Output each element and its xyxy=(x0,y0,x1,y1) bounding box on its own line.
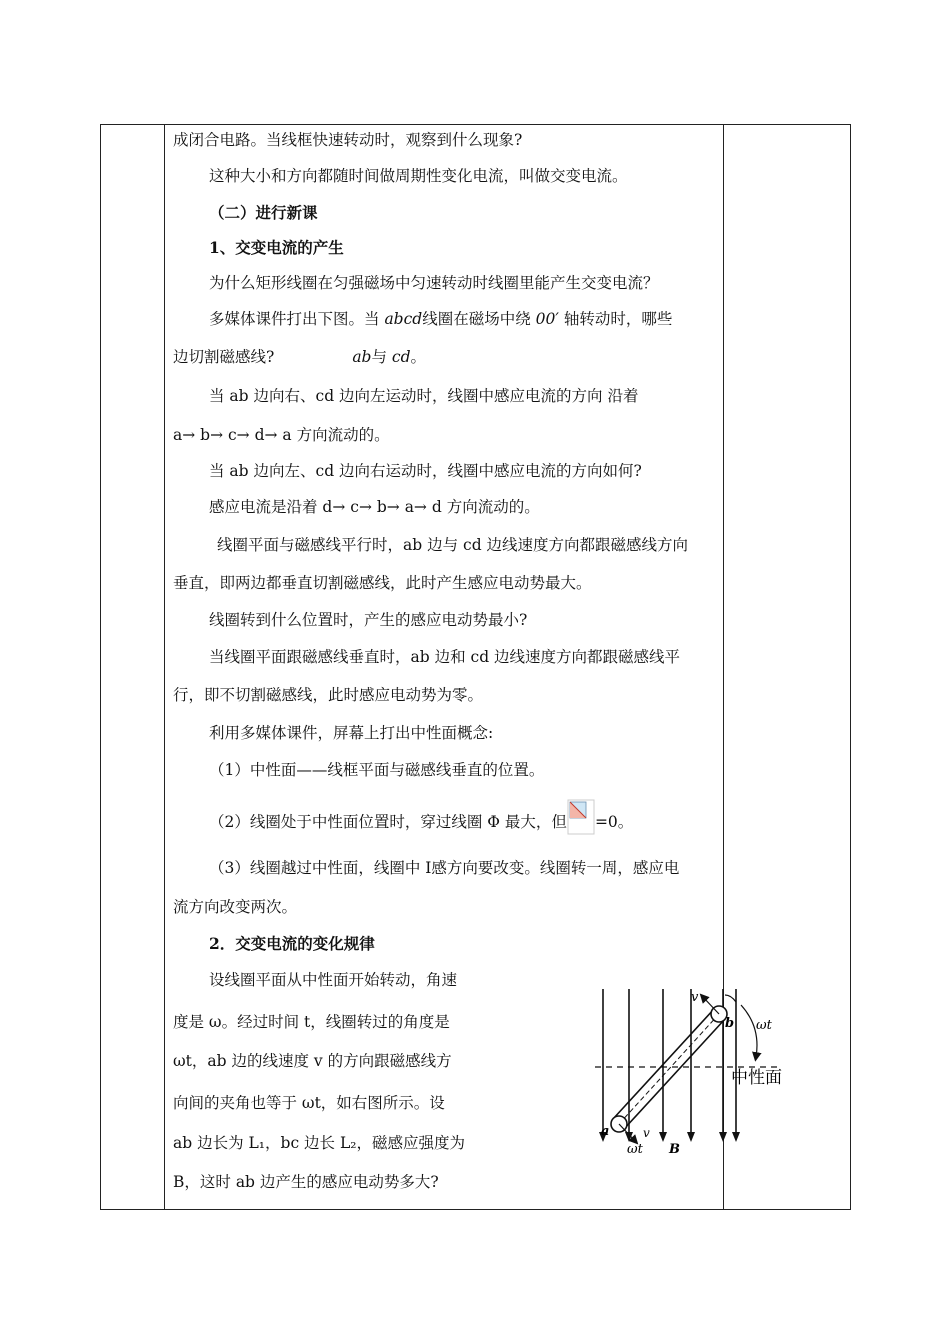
text-line: 线圈转到什么位置时，产生的感应电动势最小? xyxy=(209,611,528,629)
field-b-label: B xyxy=(669,1142,680,1157)
text-line: 感应电流是沿着 d→ c→ b→ a→ d 方向流动的。 xyxy=(209,498,540,516)
text-line: （3）线圈越过中性面，线圈中 I感方向要改变。线圈转一周，感应电 xyxy=(209,859,680,877)
text-line: 当线圈平面跟磁感线垂直时，ab 边和 cd 边线速度方向都跟磁感线平 xyxy=(209,648,681,666)
text-line: 成闭合电路。当线框快速转动时，观察到什么现象? xyxy=(173,131,523,149)
lesson-table xyxy=(100,124,851,1210)
text-line: 边切割磁感线? ab与 cd。 xyxy=(173,348,427,366)
text-line: 多媒体课件打出下图。当 abcd线圈在磁场中绕 00′ 轴转动时，哪些 xyxy=(209,310,673,328)
formula-image-icon xyxy=(567,799,595,835)
angle-label-bottom: ωt xyxy=(627,1142,643,1157)
section-heading: 2．交变电流的变化规律 xyxy=(209,934,375,953)
text-line: ωt，ab 边的线速度 v 的方向跟磁感线方 xyxy=(173,1052,452,1070)
text-line: ab 边长为 L₁，bc 边长 L₂，磁感应强度为 xyxy=(173,1134,465,1152)
section-heading: （二）进行新课 xyxy=(209,203,318,222)
text-line: 为什么矩形线圈在匀强磁场中匀速转动时线圈里能产生交变电流？ xyxy=(209,274,659,292)
section-heading: 1、交变电流的产生 xyxy=(209,238,344,257)
text-line: 流方向改变两次。 xyxy=(173,898,298,916)
text-line: （1）中性面——线框平面与磁感线垂直的位置。 xyxy=(209,761,545,779)
text-line: 向间的夹角也等于 ωt，如右图所示。设 xyxy=(173,1094,445,1112)
rotating-coil-diagram xyxy=(591,987,791,1157)
text-line: B，这时 ab 边产生的感应电动势多大? xyxy=(173,1173,439,1191)
velocity-label-bottom: v xyxy=(643,1126,650,1140)
text-line: 线圈平面与磁感线平行时，ab 边与 cd 边线速度方向都跟磁感线方向 xyxy=(217,536,689,554)
text-line: （2）线圈处于中性面位置时，穿过线圈 Φ 最大，但 =0。 xyxy=(209,805,633,841)
text-line: 当 ab 边向左、cd 边向右运动时，线圈中感应电流的方向如何? xyxy=(209,462,642,480)
neutral-plane-label: 中性面 xyxy=(731,1068,782,1088)
point-a-label: a xyxy=(601,1124,610,1139)
text-line: 度是 ω。经过时间 t，线圈转过的角度是 xyxy=(173,1013,450,1031)
column-divider-left xyxy=(164,125,165,1209)
text-line: 行，即不切割磁感线，此时感应电动势为零。 xyxy=(173,686,484,704)
text-line: a→ b→ c→ d→ a 方向流动的。 xyxy=(173,426,390,444)
velocity-label-top: v xyxy=(691,990,699,1005)
point-b-label: b xyxy=(725,1016,735,1031)
angle-label-top: ωt xyxy=(756,1018,772,1033)
text-line: 设线圈平面从中性面开始转动，角速 xyxy=(209,971,458,989)
text-line: 垂直，即两边都垂直切割磁感线，此时产生感应电动势最大。 xyxy=(173,574,592,592)
text-line: 这种大小和方向都随时间做周期性变化电流，叫做交变电流。 xyxy=(209,167,628,185)
text-line: 利用多媒体课件，屏幕上打出中性面概念: xyxy=(209,724,494,742)
text-line: 当 ab 边向右、cd 边向左运动时，线圈中感应电流的方向 沿着 xyxy=(209,387,639,405)
